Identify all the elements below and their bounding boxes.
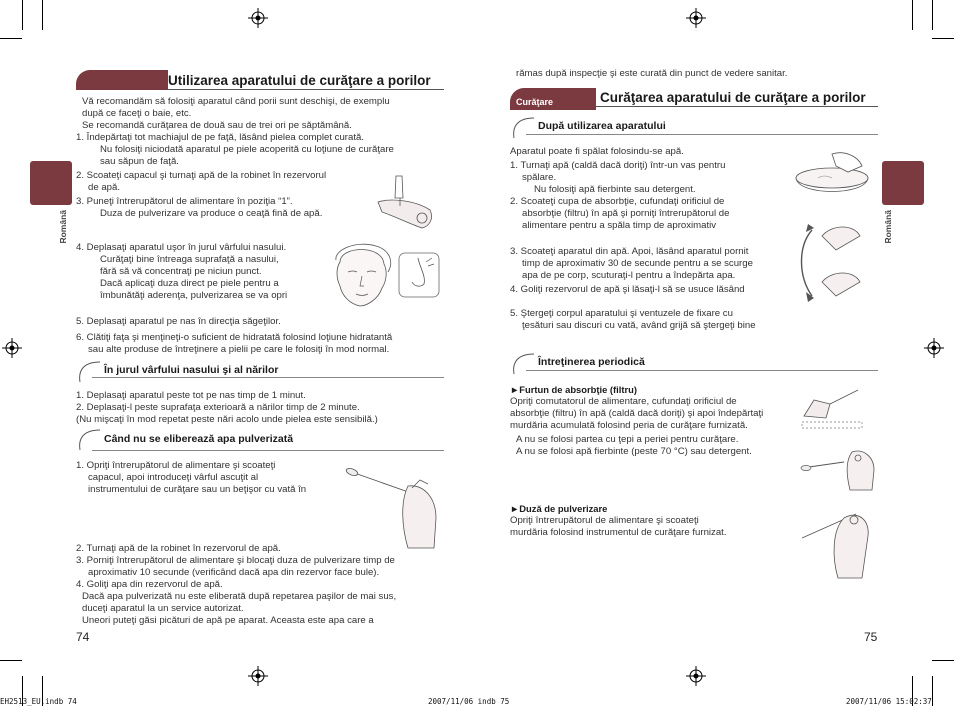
device-swab-illustration bbox=[344, 458, 440, 550]
section-line: alimentare pentru a spăla timp de aproximativ bbox=[522, 220, 717, 231]
registration-mark-icon bbox=[2, 338, 22, 358]
face-illustration bbox=[326, 242, 396, 310]
intro-line: după ce faceţi o baie, etc. bbox=[82, 108, 192, 119]
subsection-line: murdăria folosind instrumentul de curăţare furnizat. bbox=[510, 527, 727, 538]
registration-mark-icon bbox=[248, 666, 268, 686]
section-line: 4. Goliţi rezervorul de apă şi lăsaţi-l să se usuce lăsând bbox=[510, 284, 745, 295]
section-underline bbox=[526, 370, 878, 371]
section-bracket-icon bbox=[76, 428, 102, 452]
step-line: de apă. bbox=[88, 182, 121, 193]
crop-mark bbox=[912, 0, 913, 30]
crop-mark bbox=[932, 38, 954, 39]
crop-mark bbox=[932, 676, 933, 706]
language-tab bbox=[882, 161, 924, 205]
device-spray-illustration bbox=[370, 172, 440, 234]
step-line: 2. Scoateţi capacul şi turnaţi apă de la robinet în rezervorul bbox=[76, 170, 327, 181]
registration-mark-icon bbox=[686, 666, 706, 686]
title-underline bbox=[596, 106, 878, 107]
subsection-note: A nu se folosi partea cu ţepi a periei pentru curăţare. bbox=[516, 434, 739, 445]
title-underline bbox=[168, 89, 444, 90]
section-line: 1. Opriţi întrerupătorul de alimentare şi scoateţi bbox=[76, 460, 276, 471]
section-line: 2. Turnaţi apă de la robinet în rezervorul de apă. bbox=[76, 543, 281, 554]
step-note: Dacă aplicaţi duza direct pe piele pentru a bbox=[100, 278, 279, 289]
step-note: fără să vă concentraţi pe niciun punct. bbox=[100, 266, 262, 277]
section-line: apa de pe corp, scuturaţi-l pentru a îndepărta apa. bbox=[522, 270, 736, 281]
shaking-device-illustration bbox=[792, 216, 872, 304]
subsection-line: Opriţi comutatorul de alimentare, cufundaţi orificiul de bbox=[510, 396, 737, 407]
step-note: îmbunătăţi aderenţa, pulverizarea se va opri bbox=[100, 290, 288, 301]
page-title: Curăţarea aparatului de curăţare a porilor bbox=[600, 90, 866, 105]
section-title: Când nu se eliberează apa pulverizată bbox=[104, 433, 294, 445]
intro-line: Se recomandă curăţarea de două sau de trei ori pe săptămână. bbox=[82, 120, 352, 131]
page-title: Utilizarea aparatului de curăţare a porilor bbox=[168, 73, 431, 88]
section-line: 4. Goliţi apa din rezervorul de apă. bbox=[76, 579, 223, 590]
section-underline bbox=[92, 450, 444, 451]
step-note: sau săpun de faţă. bbox=[100, 156, 179, 167]
step-line: 1. Îndepărtaţi tot machiajul de pe faţă, lăsând pielea complet curată. bbox=[76, 132, 364, 143]
sidebar-language-label: Română bbox=[883, 210, 893, 244]
crop-mark bbox=[0, 660, 22, 661]
section-line: aproximativ 10 secunde (verificând dacă apa din rezervor face bule). bbox=[88, 567, 380, 578]
section-line: ţesături sau discuri cu vată, având grijă să ştergeţi bine bbox=[522, 320, 756, 331]
section-title: După utilizarea aparatului bbox=[538, 120, 666, 132]
section-line: instrumentului de curăţare sau un beţişor cu vată în bbox=[88, 484, 307, 495]
footer-file-info: EH2513_EU.indb 74 bbox=[0, 697, 77, 706]
section-line: absorbţie (filtru) în apă şi porniţi întrerupătorul de bbox=[522, 208, 730, 219]
section-line: 1. Turnaţi apă (caldă dacă doriţi) într-un vas pentru bbox=[510, 160, 726, 171]
section-bracket-icon bbox=[76, 360, 102, 384]
step-line: 4. Deplasaţi aparatul uşor în jurul vârfului nasului. bbox=[76, 242, 287, 253]
nozzle-cleaning-illustration bbox=[800, 500, 872, 580]
washing-bowl-illustration bbox=[792, 148, 874, 208]
section-line: 2. Scoateţi cupa de absorbţie, cufundaţi orificiul de bbox=[510, 196, 725, 207]
step-line: 3. Puneţi întrerupătorul de alimentare în poziţia “1”. bbox=[76, 196, 293, 207]
nose-closeup-illustration bbox=[398, 252, 440, 298]
section-line: Aparatul poate fi spălat folosindu-se apă. bbox=[510, 146, 684, 157]
crop-mark bbox=[0, 38, 22, 39]
section-line: Dacă apa pulverizată nu este eliberată după repetarea paşilor de mai sus, bbox=[82, 591, 397, 602]
subsection-line: absorbţie (filtru) în apă (caldă dacă doriţi) şi apoi îndepărtaţi bbox=[510, 408, 764, 419]
section-line: 3. Scoateţi aparatul din apă. Apoi, lăsând aparatul pornit bbox=[510, 246, 749, 257]
registration-mark-icon bbox=[686, 8, 706, 28]
crop-mark bbox=[932, 0, 933, 30]
subsection-title: ►Duză de pulverizare bbox=[510, 503, 608, 514]
section-badge: Curăţare bbox=[516, 97, 554, 107]
section-note: Nu folosiţi apă fierbinte sau detergent. bbox=[534, 184, 696, 195]
subsection-title: ►Furtun de absorbţie (filtru) bbox=[510, 384, 637, 395]
step-line: sau alte produse de întreţinere a pielii pe care le folosiţi în mod normal. bbox=[88, 344, 390, 355]
step-note: Curăţaţi bine întreaga suprafaţă a nasului, bbox=[100, 254, 279, 265]
crop-mark bbox=[42, 0, 43, 30]
step-note: Duza de pulverizare va produce o ceaţă fină de apă. bbox=[100, 208, 323, 219]
footer-date-info: 2007/11/06 indb 75 bbox=[428, 697, 510, 706]
registration-mark-icon bbox=[924, 338, 944, 358]
section-line: duceţi aparatul la un service autorizat. bbox=[82, 603, 244, 614]
section-line: capacul, apoi introduceţi vârful ascuţit al bbox=[88, 472, 259, 483]
nozzle-brush-illustration bbox=[800, 444, 880, 492]
section-bracket-icon bbox=[510, 116, 536, 140]
section-line: 2. Deplasaţi-l peste suprafaţa exterioară a nărilor timp de 2 minute. bbox=[76, 402, 360, 413]
step-note: Nu folosiţi niciodată aparatul pe piele acoperită cu loţiune de curăţare bbox=[100, 144, 394, 155]
section-line: (Nu mişcaţi în mod repetat peste nări acolo unde pielea este sensibilă.) bbox=[76, 414, 378, 425]
sidebar-language-label: Română bbox=[58, 210, 68, 244]
page-number: 74 bbox=[76, 630, 90, 644]
section-line: 3. Porniţi întrerupătorul de alimentare şi blocaţi duza de pulverizare timp de bbox=[76, 555, 395, 566]
section-line: Uneori puteţi găsi picături de apă pe aparat. Aceasta este apa care a bbox=[82, 615, 374, 626]
subsection-note: A nu se folosi apă fierbinte (peste 70 °C) sau detergent. bbox=[516, 446, 752, 457]
section-line: timp de aproximativ 30 de secunde pentru a se scurge bbox=[522, 258, 753, 269]
step-line: 5. Deplasaţi aparatul pe nas în direcţia săgeţilor. bbox=[76, 316, 281, 327]
section-line: 5. Ştergeţi corpul aparatului şi ventuzele de fixare cu bbox=[510, 308, 733, 319]
step-line: 6. Clătiţi faţa şi menţineţi-o suficient de hidratată folosind loţiune hidratantă bbox=[76, 332, 393, 343]
page-number: 75 bbox=[864, 630, 878, 644]
section-underline bbox=[526, 134, 878, 135]
section-bracket-icon bbox=[510, 352, 536, 376]
intro-line: Vă recomandăm să folosiţi aparatul când porii sunt deschişi, de exemplu bbox=[82, 96, 390, 107]
subsection-line: Opriţi întrerupătorul de alimentare şi scoateţi bbox=[510, 515, 699, 526]
filter-brush-illustration bbox=[800, 388, 864, 434]
section-title: Întreţinerea periodică bbox=[538, 356, 645, 368]
language-tab bbox=[30, 161, 72, 205]
section-line: 1. Deplasaţi aparatul peste tot pe nas timp de 1 minut. bbox=[76, 390, 306, 401]
subsection-line: murdăria acumulată folosind peria de curăţare furnizată. bbox=[510, 420, 748, 431]
registration-mark-icon bbox=[248, 8, 268, 28]
footer-timestamp: 2007/11/06 15:02:37 bbox=[846, 697, 932, 706]
crop-mark bbox=[932, 660, 954, 661]
continued-line: rămas după inspecţie şi este curată din punct de vedere sanitar. bbox=[516, 68, 788, 79]
section-title: În jurul vârfului nasului şi al nărilor bbox=[104, 364, 279, 376]
crop-mark bbox=[22, 0, 23, 30]
section-underline bbox=[92, 377, 444, 378]
section-line: spălare. bbox=[522, 172, 557, 183]
title-pill bbox=[76, 70, 168, 90]
